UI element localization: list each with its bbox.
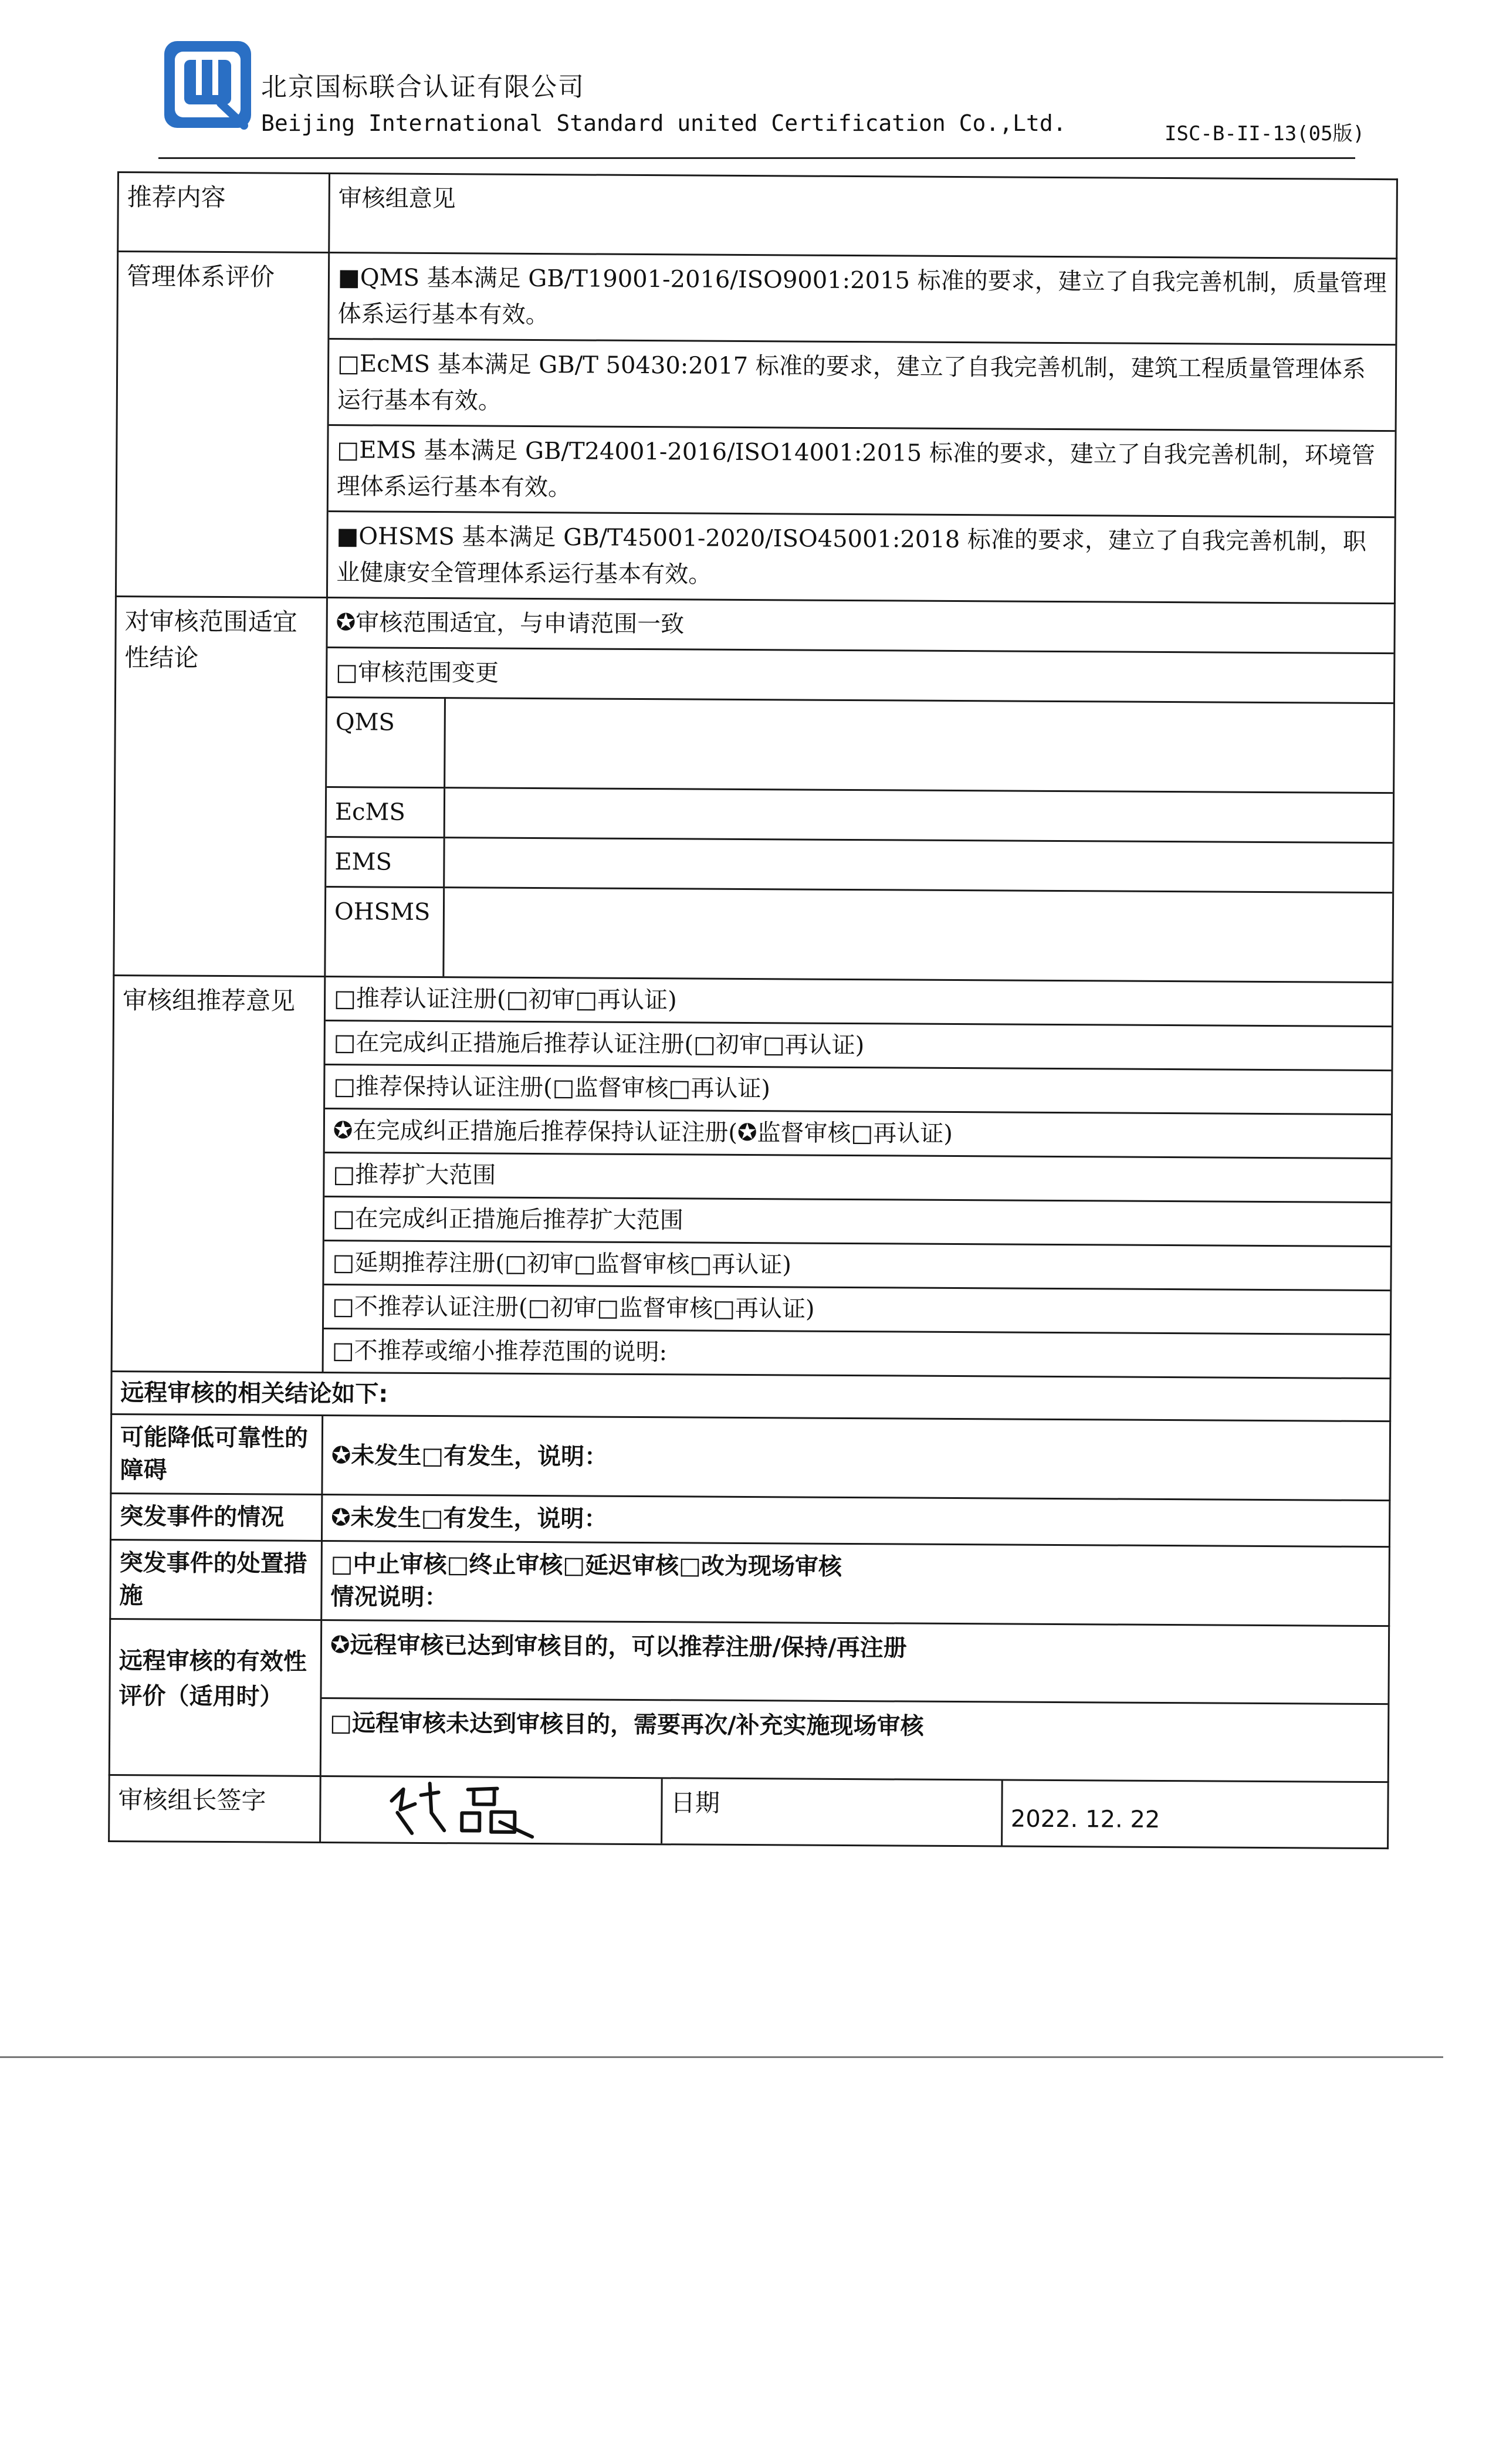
rec-item: □推荐保持认证注册(□监督审核□再认证) — [325, 1065, 1391, 1115]
scope-system-ohsms: OHSMS — [326, 887, 444, 977]
mgmt-item-ohsms: ■OHSMS 基本满足 GB/T45001-2020/ISO45001:2018 标准的要求，建立了自我完善机制，职业健康安全管理体系运行基本有效。 — [328, 512, 1395, 603]
scope-option-change: □审核范围变更 — [327, 648, 1393, 703]
form-row-measures — [110, 1539, 1390, 1626]
measures-note: 情况说明： — [330, 1583, 448, 1612]
audit-form-table — [108, 171, 1398, 1849]
scope-system-ecms: EcMS — [327, 787, 444, 838]
rec-item: □不推荐或缩小推荐范围的说明: — [324, 1328, 1390, 1377]
emergency-label: 突发事件的情况 — [110, 1493, 321, 1541]
measures-value: □中止审核□终止审核□延迟审核□改为现场审核 — [330, 1551, 842, 1580]
remote-audit-heading: 远程审核的相关结论如下: — [111, 1371, 1390, 1421]
effectiveness-option-not-achieved: □远程审核未达到审核目的，需要再次/补充实施现场审核 — [321, 1698, 1388, 1781]
rec-item: ✪在完成纠正措施后推荐保持认证注册(✪监督审核□再认证) — [325, 1109, 1391, 1159]
rec-item: □推荐认证注册(□初审□再认证) — [326, 977, 1392, 1027]
reliability-value: ✪未发生□有发生，说明： — [322, 1415, 1390, 1500]
rec-item: □在完成纠正措施后推荐扩大范围 — [324, 1197, 1390, 1247]
recommend-label: 推荐内容 — [118, 172, 330, 253]
scope-option-appropriate: ✪审核范围适宜，与申请范围一致 — [327, 598, 1393, 654]
mgmt-item-ems: □EMS 基本满足 GB/T24001-2016/ISO14001:2015 标准的要求，建立了自我完善机制，环境管理体系运行基本有效。 — [329, 425, 1395, 517]
company-name-cn: 北京国标联合认证有限公司 — [261, 72, 585, 102]
form-row-scope — [114, 596, 1395, 982]
rec-item: □推荐扩大范围 — [324, 1153, 1390, 1203]
date-label: 日期 — [661, 1779, 1002, 1845]
mgmt-item-qms: ■QMS 基本满足 GB/T19001-2016/ISO9001:2015 标准的要求，建立了自我完善机制，质量管理体系运行基本有效。 — [329, 253, 1396, 345]
form-row-reliability — [111, 1414, 1390, 1500]
mgmt-item-ecms: □EcMS 基本满足 GB/T 50430:2017 标准的要求，建立了自我完善机制，建筑工程质量管理体系运行基本有效。 — [329, 339, 1396, 431]
effectiveness-label: 远程审核的有效性评价（适用时） — [109, 1619, 321, 1776]
mgmt-eval-label: 管理体系评价 — [116, 252, 329, 598]
document-code: ISC-B-II-13(05版) — [1165, 122, 1365, 145]
scope-system-ecms-value — [444, 788, 1393, 843]
form-row-effectiveness — [109, 1619, 1389, 1782]
handwritten-signature — [380, 1778, 556, 1843]
company-name-en: Beijing International Standard united Certification Co.,Ltd. — [261, 110, 1067, 136]
scope-system-ohsms-value — [443, 888, 1392, 982]
page-bottom-divider — [0, 2056, 1443, 2058]
recommendation-label: 审核组推荐意见 — [111, 975, 325, 1372]
rec-item: □在完成纠正措施后推荐认证注册(□初审□再认证) — [326, 1021, 1392, 1071]
form-row-emergency — [110, 1493, 1389, 1546]
scope-label: 对审核范围适宜性结论 — [114, 596, 327, 976]
measures-label: 突发事件的处置措施 — [110, 1539, 322, 1620]
emergency-value: ✪未发生□有发生，说明： — [321, 1494, 1389, 1546]
scope-system-ems-value — [444, 838, 1392, 893]
audit-opinion-label: 审核组意见 — [329, 174, 1397, 259]
signature-box — [321, 1777, 662, 1843]
page-header — [0, 0, 1496, 170]
rec-item: □延期推荐注册(□初审□监督审核□再认证) — [324, 1240, 1390, 1290]
effectiveness-option-achieved: ✪远程审核已达到审核目的，可以推荐注册/保持/再注册 — [321, 1621, 1388, 1704]
form-row-recommend — [118, 172, 1397, 259]
reliability-label: 可能降低可靠性的障碍 — [111, 1414, 323, 1494]
form-row-remote-heading — [111, 1371, 1390, 1421]
signature-label: 审核组长签字 — [109, 1775, 321, 1842]
audit-form — [108, 171, 1396, 1849]
form-row-mgmt-eval — [116, 252, 1396, 604]
company-logo-icon — [162, 38, 256, 131]
header-divider — [158, 157, 1355, 159]
form-row-recommendation — [111, 975, 1393, 1378]
scope-system-qms-value — [444, 698, 1393, 793]
form-row-signature — [109, 1775, 1389, 1848]
scope-system-ems: EMS — [326, 837, 444, 888]
date-value: 2022. 12. 22 — [1010, 1805, 1160, 1833]
scope-system-qms: QMS — [327, 698, 445, 788]
rec-item: □不推荐认证注册(□初审□监督审核□再认证) — [324, 1284, 1390, 1334]
